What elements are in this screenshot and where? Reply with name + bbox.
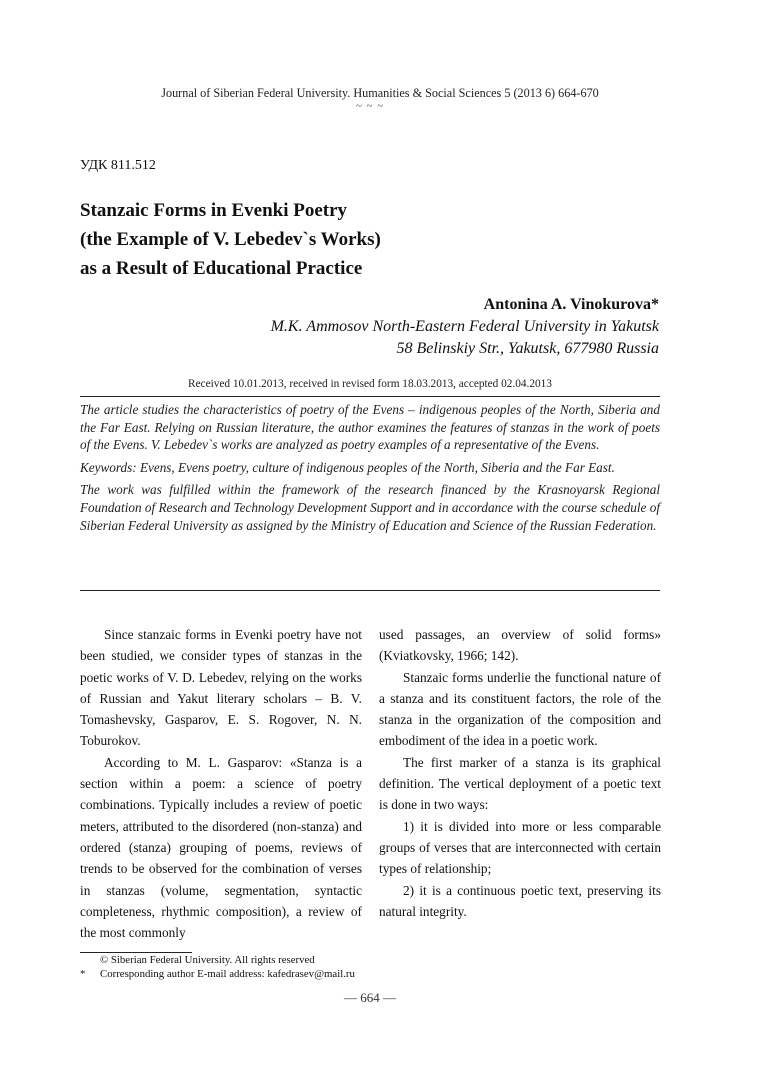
footnote-mark: * [80, 967, 86, 980]
author-name: Antonina A. Vinokurova* [483, 296, 659, 313]
title-line: (the Example of V. Lebedev`s Works) [80, 229, 381, 250]
footnotes [80, 954, 480, 981]
journal-header: Journal of Siberian Federal University. Humanities & Social Sciences 5 (2013 6) 664-670 [161, 86, 599, 100]
body-paragraph: 1) it is divided into more or less comparable groups of verses that are interconnected with certain types of relationship; [379, 818, 661, 877]
funding-note: The work was fulfilled within the framework of the research financed by the Krasnoyarsk Regional Foundation of Research and Technology Development Support and in accordance with the course schedule of Siberian Federal University as assigned by the Ministry of Education and Science of the Russian Federation. [80, 482, 660, 533]
body-paragraph: Since stanzaic forms in Evenki poetry have not been studied, we consider types of stanzas in the poetic works of V. D. Lebedev, relying on the works of Russian and Yakut literary scholars – B. V. Tomashevsky, Gasparov, E. S. Rogover, N. N. Toburokov. [80, 627, 362, 749]
body-paragraph: According to M. L. Gasparov: «Stanza is a section within a poem: a science of poetry combinations. Typically includes a review of poetic meters, attributed to the disordered (non-stanza) and ordered (stanza) grouping of poems, reviews of trends to be observed for the combination of verses in stanzas (volume, segmentation, syntactic completeness, rhythmic composition), a review of the most commonly [80, 754, 362, 941]
body-paragraph-continued: used passages, an overview of solid forms» (Kviatkovsky, 1966; 142). [379, 627, 661, 664]
abstract-bottom-rule [80, 590, 660, 591]
title-line: Stanzaic Forms in Evenki Poetry [80, 200, 348, 221]
title-line: as a Result of Educational Practice [80, 258, 363, 279]
footnote-copyright [80, 954, 480, 968]
body-paragraph: The first marker of a stanza is its graphical definition. The vertical deployment of a poetic text is done in two ways: [379, 754, 661, 813]
author-block [271, 294, 659, 360]
author-address: 58 Belinskiy Str., Yakutsk, 677980 Russia [396, 340, 659, 357]
footnote-corresponding [80, 968, 480, 982]
keywords: Keywords: Evens, Evens poetry, culture of indigenous peoples of the North, Siberia and the Far East. [80, 459, 615, 475]
page-number: — 664 — [344, 990, 396, 1005]
body-paragraph: 2) it is a continuous poetic text, preserving its natural integrity. [379, 882, 661, 919]
footnote-rule [80, 952, 192, 953]
udk-code: УДК 811.512 [80, 158, 156, 173]
body-column-right [379, 624, 661, 922]
body-column-left [80, 624, 362, 943]
author-affiliation: M.K. Ammosov North-Eastern Federal University in Yakutsk [270, 318, 659, 335]
abstract-top-rule [80, 396, 660, 397]
header-separator: ~ ~ ~ [355, 100, 385, 112]
footnote-text: Corresponding author E-mail address: kafedrasev@mail.ru [100, 967, 355, 980]
received-dates: Received 10.01.2013, received in revised form 18.03.2013, accepted 02.04.2013 [188, 378, 552, 390]
abstract [80, 401, 660, 539]
body-paragraph: Stanzaic forms underlie the functional nature of a stanza and its constituent factors, the role of the stanza in the organization of the composition and embodiment of the idea in a poetic work. [379, 669, 661, 749]
footnote-text: © Siberian Federal University. All rights reserved [100, 954, 315, 966]
abstract-text: The article studies the characteristics of poetry of the Evens – indigenous peoples of the North, Siberia and the Far East. Relying on Russian literature, the author examines the features of stanzas in the work of poets of the Evens. V. Lebedev`s works are analyzed as poetry examples of a representative of the Evens. [80, 402, 660, 453]
paper-title [80, 196, 640, 283]
